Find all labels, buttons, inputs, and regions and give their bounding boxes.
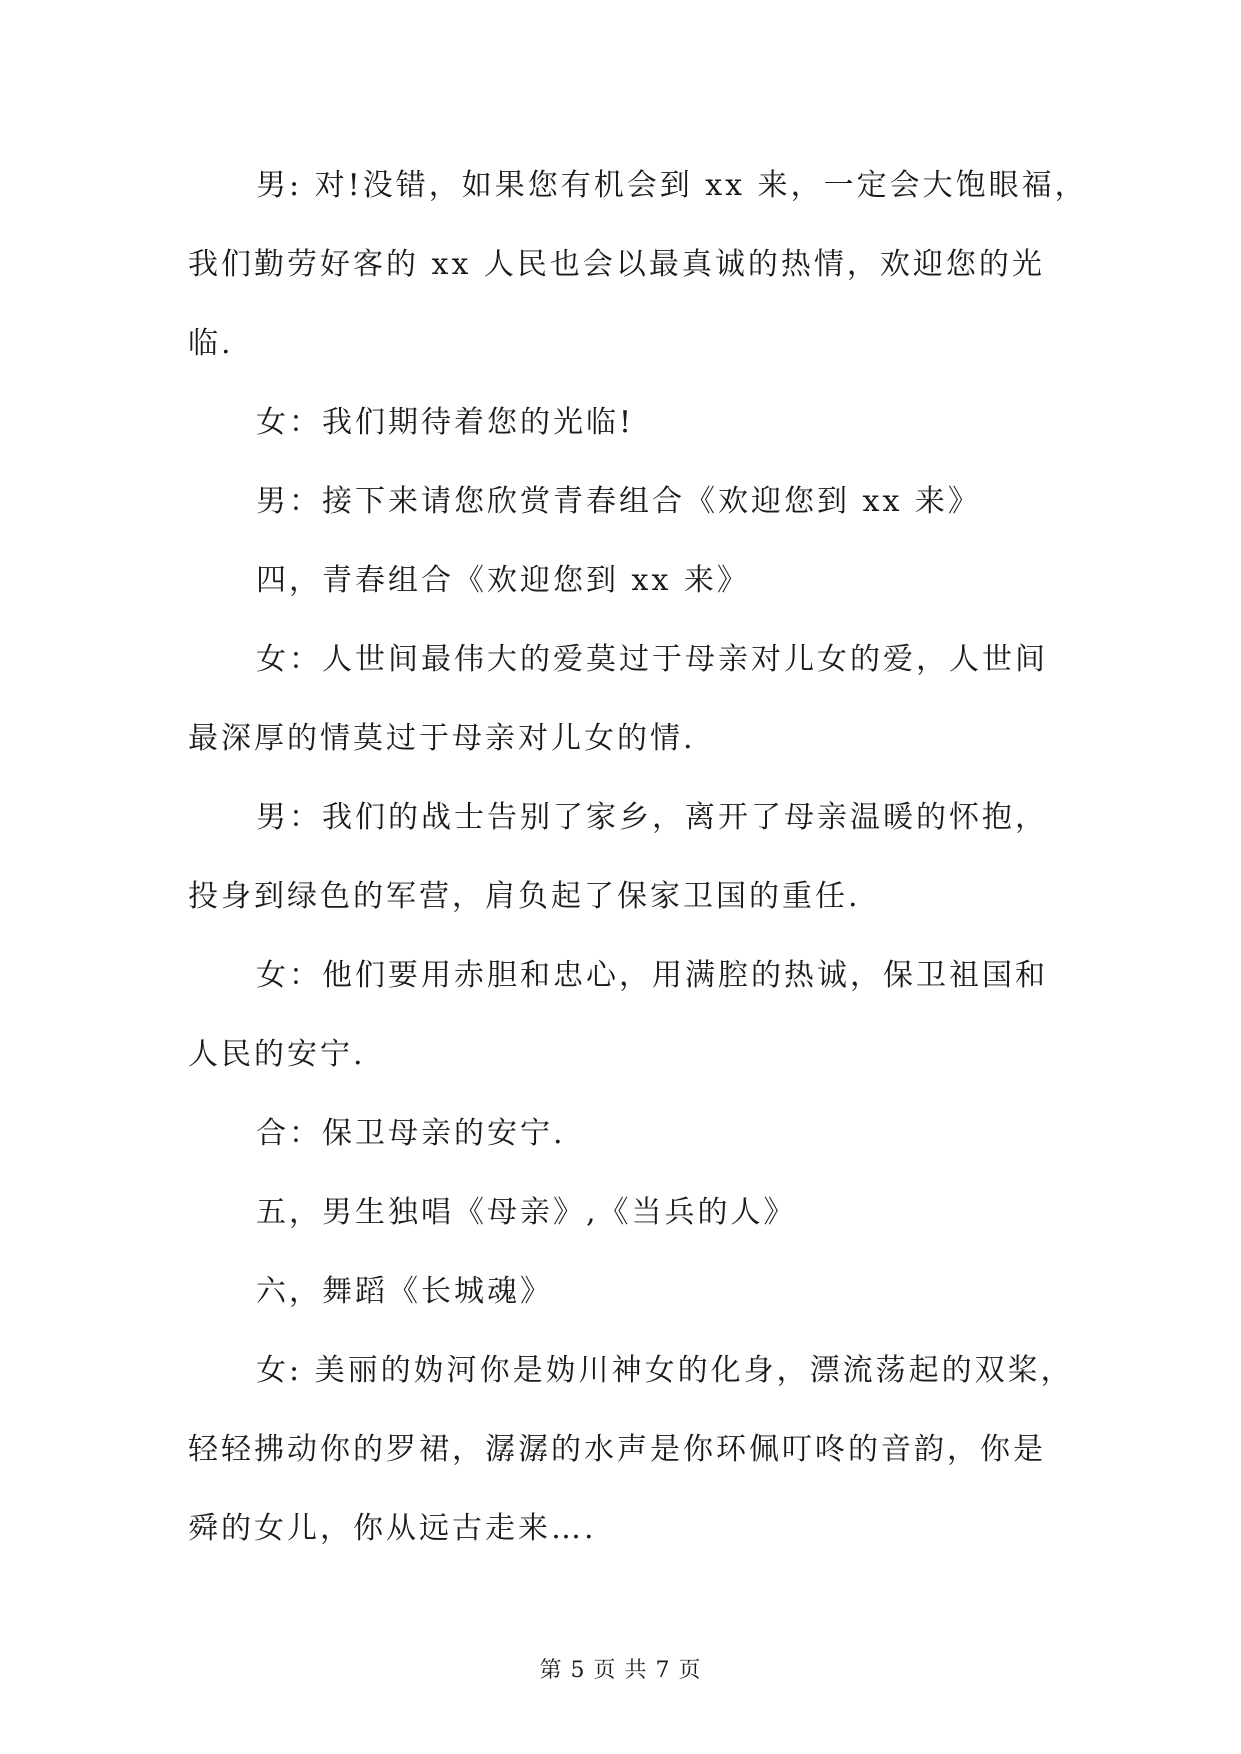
paragraph-11 xyxy=(188,1345,1074,1582)
text-line: 男：我们的战士告别了家乡，离开了母亲温暖的怀抱， xyxy=(256,800,1048,835)
text-line: 女: 美丽的妫河你是妫川神女的化身，漂流荡起的双桨， xyxy=(256,1353,1074,1388)
text-line: 四，青春组合《欢迎您到 xx 来》 xyxy=(256,563,750,598)
text-line: 我们勤劳好客的 xx 人民也会以最真诚的热情，欢迎您的光 xyxy=(188,247,1045,282)
paragraph-5 xyxy=(188,634,1058,792)
paragraph-2 xyxy=(188,397,1058,476)
paragraph-9 xyxy=(188,1187,1058,1266)
text-line: 六，舞蹈《长城魂》 xyxy=(256,1274,553,1309)
text-line: 五，男生独唱《母亲》,《当兵的人》 xyxy=(256,1195,797,1230)
text-line: 女：我们期待着您的光临! xyxy=(256,405,635,440)
paragraph-1 xyxy=(188,160,1088,397)
document-body xyxy=(188,160,1088,1582)
text-line: 男: 对!没错，如果您有机会到 xx 来，一定会大饱眼福， xyxy=(256,168,1088,203)
paragraph-6 xyxy=(188,792,1058,950)
text-line: 女：人世间最伟大的爱莫过于母亲对儿女的爱，人世间 xyxy=(256,642,1048,677)
text-line: 最深厚的情莫过于母亲对儿女的情. xyxy=(188,721,696,756)
paragraph-3 xyxy=(188,476,1058,555)
text-line: 合：保卫母亲的安宁. xyxy=(256,1116,566,1151)
paragraph-4 xyxy=(188,555,1058,634)
text-line: 女：他们要用赤胆和忠心，用满腔的热诚，保卫祖国和 xyxy=(256,958,1048,993)
paragraph-10 xyxy=(188,1266,1058,1345)
text-line: 轻轻拂动你的罗裙，潺潺的水声是你环佩叮咚的音韵，你是 xyxy=(188,1432,1046,1467)
text-line: 舜的女儿，你从远古走来…. xyxy=(188,1511,597,1546)
paragraph-7 xyxy=(188,950,1058,1108)
text-line: 投身到绿色的军营，肩负起了保家卫国的重任. xyxy=(188,879,861,914)
text-line: 临. xyxy=(188,326,234,361)
text-line: 男：接下来请您欣赏青春组合《欢迎您到 xx 来》 xyxy=(256,484,981,519)
page-number-footer: 第 5 页 共 7 页 xyxy=(539,1658,702,1683)
text-line: 人民的安宁. xyxy=(188,1037,366,1072)
paragraph-8 xyxy=(188,1108,1058,1187)
